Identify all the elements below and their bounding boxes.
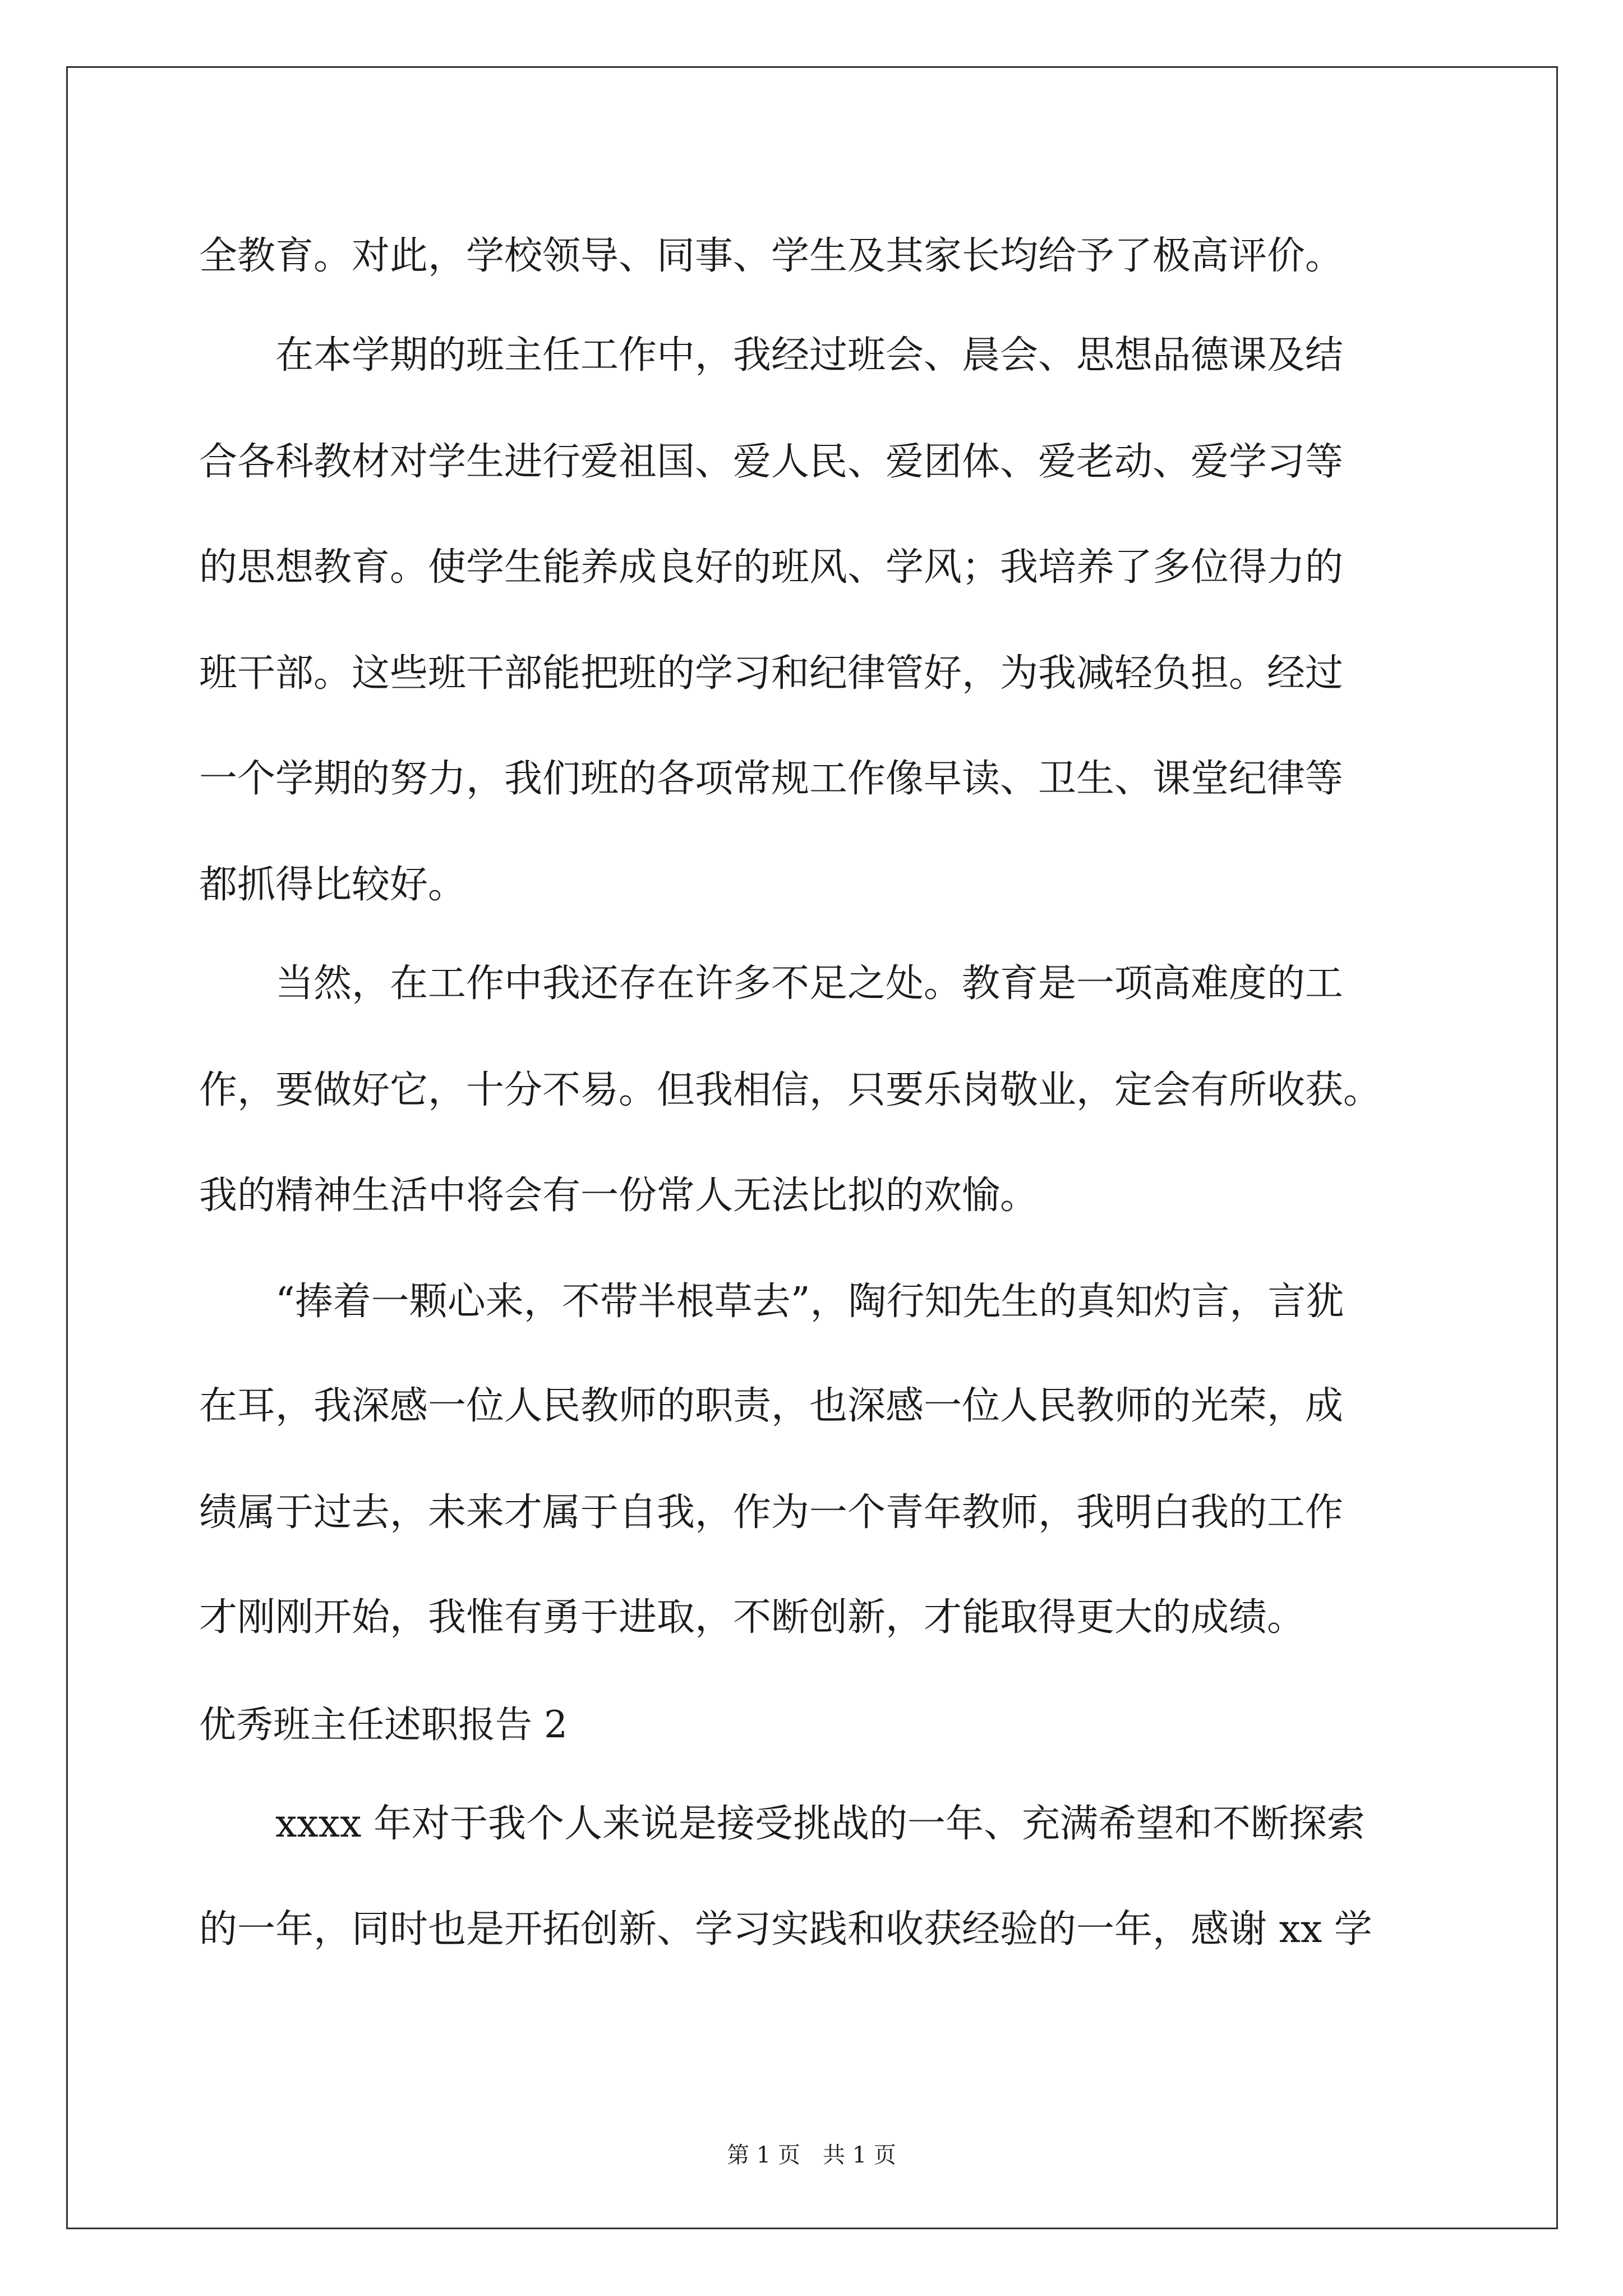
body-line-6: 一个学期的努力，我们班的各项常规工作像早读、卫生、课堂纪律等 — [199, 757, 1344, 801]
body-line-9: 作，要做好它，十分不易。但我相信，只要乐岗敬业，定会有所收获。 — [199, 1068, 1382, 1112]
body-line-3: 合各科教材对学生进行爱祖国、爱人民、爱团体、爱老动、爱学习等 — [199, 440, 1344, 484]
body-line-7: 都抓得比较好。 — [199, 863, 467, 907]
section-heading: 优秀班主任述职报告 2 — [199, 1703, 568, 1746]
body-line-5: 班干部。这些班干部能把班的学习和纪律管好，为我减轻负担。经过 — [199, 651, 1344, 696]
body-line-8: 当然，在工作中我还存在许多不足之处。教育是一项高难度的工 — [199, 961, 1344, 1006]
body-line-10: 我的精神生活中将会有一份常人无法比拟的欢愉。 — [199, 1174, 1039, 1218]
body-line-14: 才刚刚开始，我惟有勇于进取，不断创新，才能取得更大的成绩。 — [199, 1595, 1306, 1640]
body-line-11: “捧着一颗心来，不带半根草去”，陶行知先生的真知灼言，言犹 — [199, 1280, 1344, 1324]
body-line-17: 的一年，同时也是开拓创新、学习实践和收获经验的一年，感谢 xx 学 — [199, 1907, 1372, 1952]
page-border — [66, 66, 1558, 2229]
body-line-4: 的思想教育。使学生能养成良好的班风、学风；我培养了多位得力的 — [199, 545, 1344, 590]
body-line-2: 在本学期的班主任工作中，我经过班会、晨会、思想品德课及结 — [199, 333, 1344, 378]
page-footer: 第 1 页 共 1 页 — [727, 2142, 896, 2168]
body-line-13: 绩属于过去，未来才属于自我，作为一个青年教师，我明白我的工作 — [199, 1490, 1344, 1535]
body-line-16: xxxx 年对于我个人来说是接受挑战的一年、充满希望和不断探索 — [199, 1802, 1366, 1846]
body-line-1: 全教育。对此，学校领导、同事、学生及其家长均给予了极高评价。 — [199, 234, 1344, 278]
body-line-12: 在耳，我深感一位人民教师的职责，也深感一位人民教师的光荣，成 — [199, 1384, 1344, 1428]
